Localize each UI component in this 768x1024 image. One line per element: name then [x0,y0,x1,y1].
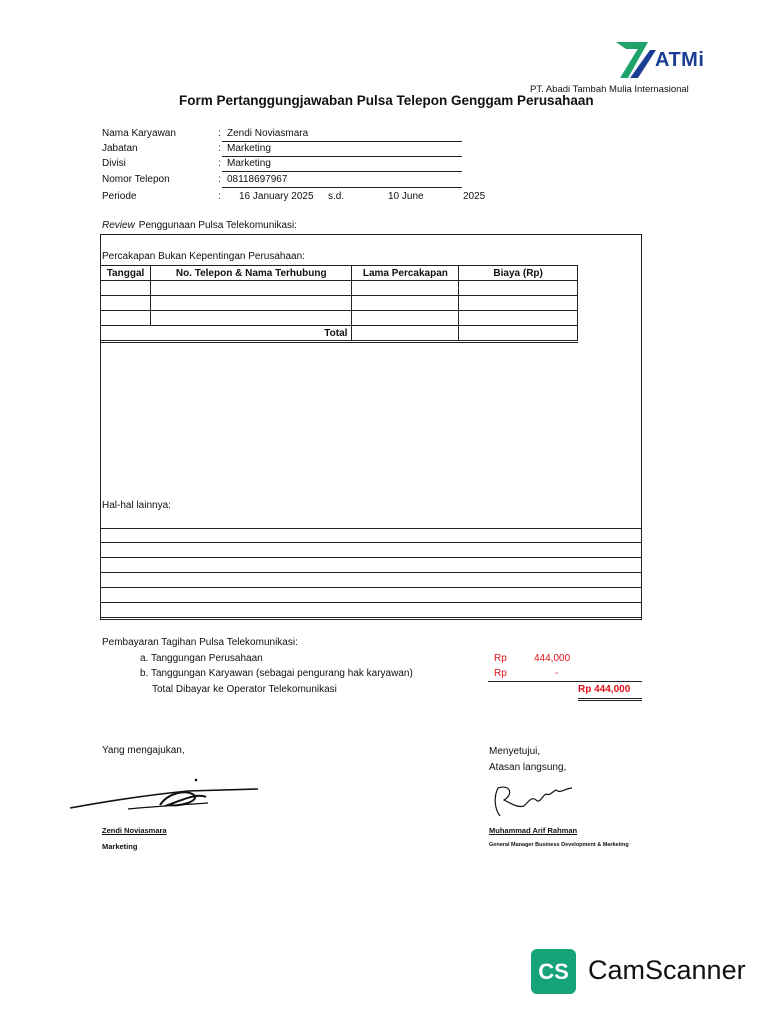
note-line [100,588,642,603]
periode-colon: : [218,191,221,202]
col-header-lama: Lama Percakapan [352,266,459,281]
camscanner-logo-icon: CS [531,949,576,994]
other-notes-label: Hal-hal lainnya: [102,500,171,511]
table-cell [352,311,459,326]
table-cell [459,326,578,342]
company-name: PT. Abadi Tambah Mulia Internasional [530,84,689,95]
payment-item-b-currency: Rp [494,668,507,679]
info-label: Nomor Telepon [102,174,170,185]
other-notes-lines [100,528,642,618]
info-label: Jabatan [102,143,138,154]
periode-year: 2025 [463,191,486,202]
info-row-jabatan [102,143,462,158]
table-cell [352,281,459,296]
note-line [100,603,642,618]
info-row-divisi [102,158,462,173]
table-cell [459,281,578,296]
payment-rule [488,681,642,682]
col-header-biaya: Biaya (Rp) [459,266,578,281]
payment-item-b: b. Tanggungan Karyawan (sebagai pengurang hak karyawan) [140,668,413,679]
note-line [100,528,642,543]
right-signature-image [488,782,578,822]
payment-total-underline [578,698,642,701]
payment-total-box [578,684,642,698]
payment-item-a-currency: Rp [494,653,507,664]
table-cell [352,326,459,342]
left-signature-image [68,775,263,815]
right-signer-role: General Manager Business Development & Marketing [489,842,629,848]
info-colon: : [218,143,221,154]
table-row [101,311,578,326]
payment-item-a-amount: 444,000 [534,653,571,664]
info-underline [222,141,462,142]
col-header-tanggal: Tanggal [101,266,151,281]
left-signer-name: Zendi Noviasmara [102,826,167,835]
note-line [100,573,642,588]
table-row [101,296,578,311]
periode-start: 16 January 2025 [239,191,314,202]
info-underline [222,156,462,157]
payment-item-b-amount: - [555,668,559,679]
note-line [100,543,642,558]
info-value-telepon: 08118697967 [227,174,288,185]
table-cell [101,281,151,296]
info-value-jabatan: Marketing [227,143,271,154]
info-colon: : [218,158,221,169]
periode-end: 10 June [388,191,424,202]
payment-heading: Pembayaran Tagihan Pulsa Telekomunikasi: [102,637,298,648]
left-signer-role: Marketing [102,842,138,851]
table-cell [459,311,578,326]
info-value-divisi: Marketing [227,158,271,169]
conversation-table [100,265,578,343]
table-cell [150,296,351,311]
payment-total-amount: Rp 444,000 [578,684,631,695]
table-cell [459,296,578,311]
info-colon: : [218,174,221,185]
note-line [100,558,642,573]
col-header-telepon: No. Telepon & Nama Terhubung [150,266,351,281]
table-cell [150,311,351,326]
payment-total-label: Total Dibayar ke Operator Telekomunikasi [152,684,337,695]
info-label: Nama Karyawan [102,128,176,139]
form-title: Form Pertanggungjawaban Pulsa Telepon Genggam Perusahaan [179,93,594,108]
info-label: Divisi [102,158,126,169]
table-cell [150,281,351,296]
right-signer-name: Muhammad Arif Rahman [489,826,578,835]
right-signature-heading-2: Atasan langsung, [489,762,567,773]
periode-label: Periode [102,191,137,202]
info-row-nama [102,128,462,143]
logo-wordmark: ATMi [655,49,705,71]
table-header-row [101,266,578,281]
right-signature-heading-1: Menyetujui, [489,746,541,757]
info-colon: : [218,128,221,139]
payment-item-a: a. Tanggungan Perusahaan [140,653,263,664]
info-value-nama: Zendi Noviasmara [227,128,309,139]
left-signature-heading: Yang mengajukan, [102,745,185,756]
table-cell [101,311,151,326]
table-row [101,281,578,296]
review-rest: Penggunaan Pulsa Telekomunikasi: [138,220,298,231]
info-underline [222,187,462,188]
table-total-row [101,326,578,342]
table-cell [101,296,151,311]
table-total-label: Total [101,326,352,342]
camscanner-wordmark: CamScanner [588,955,746,985]
review-subheading: Percakapan Bukan Kepentingan Perusahaan: [102,251,305,262]
table-cell [352,296,459,311]
info-row-telepon [102,174,462,189]
periode-sd: s.d. [328,191,345,202]
review-italic: Review [102,220,135,231]
review-heading [102,220,297,231]
info-underline [222,171,462,172]
